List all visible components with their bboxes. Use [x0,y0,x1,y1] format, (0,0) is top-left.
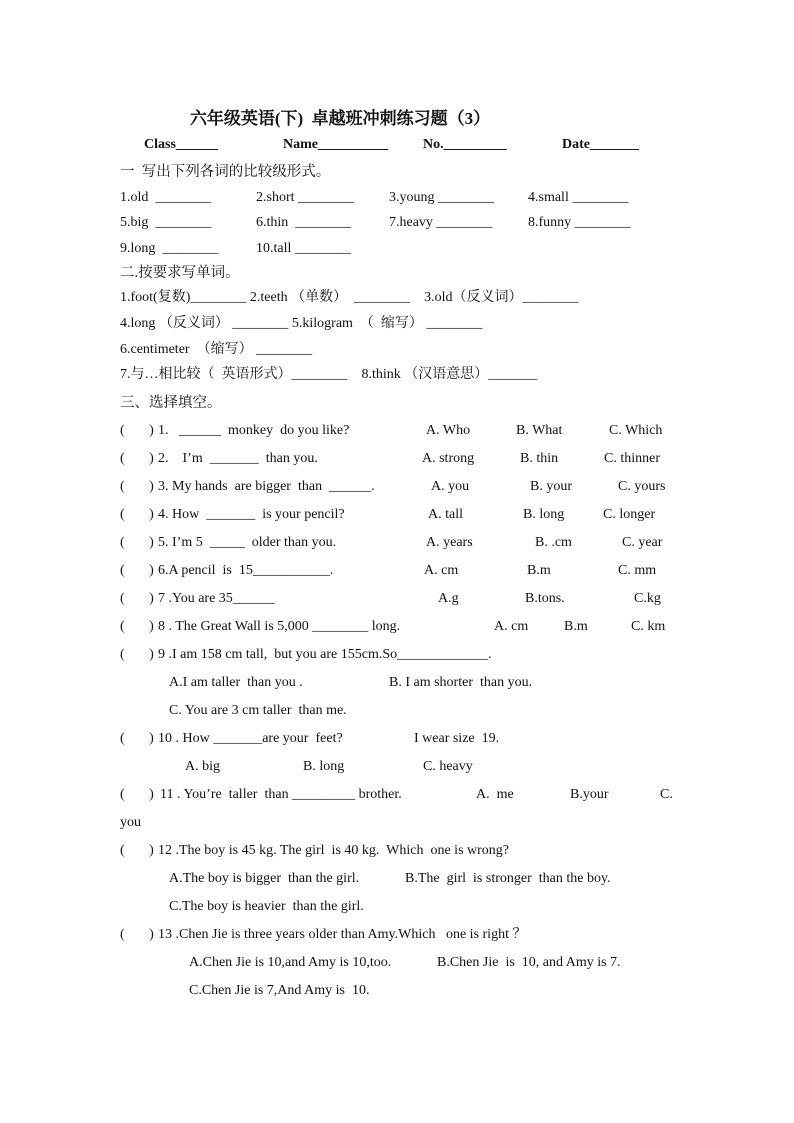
q7-stem: 7 .You are 35______ [158,591,275,606]
q1-option-b: B. What [516,423,563,438]
q9-option-a: A.I am taller than you . [169,675,303,690]
q9-stem: 9 .I am 158 cm tall, but you are 155cm.So_____________. [158,647,492,662]
q8-bracket: ( ) [120,619,154,634]
s2-line-3: 6.centimeter （缩写） ________ [120,342,313,357]
q5-option-a: A. years [426,535,473,550]
q7-option-c: C.kg [634,591,661,606]
section1-heading: 一 写出下列各词的比较级形式。 [120,164,331,180]
name-field: Name__________ [283,137,388,152]
q9-option-c: C. You are 3 cm taller than me. [169,703,347,718]
q5-stem: 5. I’m 5 _____ older than you. [158,535,337,550]
q13-option-a: A.Chen Jie is 10,and Amy is 10,too. [189,955,392,970]
q12-option-a: A.The boy is bigger than the girl. [169,871,360,886]
q2-option-b: B. thin [520,451,559,466]
s1-item-5: 5.big ________ [120,215,212,230]
q8-option-c: C. km [631,619,666,634]
q3-option-a: A. you [431,479,470,494]
q9-bracket: ( ) [120,647,154,662]
s2-line-2: 4.long （反义词） ________ 5.kilogram （ 缩写） ________ [120,316,483,331]
q1-option-a: A. Who [426,423,471,438]
q4-bracket: ( ) [120,507,154,522]
q12-option-b: B.The girl is stronger than the boy. [405,871,611,886]
q7-bracket: ( ) [120,591,154,606]
q5-option-c: C. year [622,535,663,550]
s1-item-4: 4.small ________ [528,190,629,205]
q13-option-c: C.Chen Jie is 7,And Amy is 10. [189,983,370,998]
section2-heading: 二.按要求写单词。 [120,265,240,281]
q12-option-c: C.The boy is heavier than the girl. [169,899,364,914]
q11-stem: 11 . You’re taller than _________ brother. [160,787,402,802]
q3-stem: 3. My hands are bigger than ______. [158,479,375,494]
date-field: Date_______ [562,137,639,152]
q9-option-b: B. I am shorter than you. [389,675,533,690]
q13-option-b: B.Chen Jie is 10, and Amy is 7. [437,955,621,970]
q6-option-c: C. mm [618,563,657,578]
q11-option-c-text: you [120,815,141,830]
q4-option-b: B. long [523,507,565,522]
q11-option-b: B.your [570,787,609,802]
q1-stem: 1. ______ monkey do you like? [158,423,350,438]
s1-item-8: 8.funny ________ [528,215,631,230]
q10-option-a: A. big [185,759,220,774]
class-field: Class______ [144,137,218,152]
q5-bracket: ( ) [120,535,154,550]
q8-stem: 8 . The Great Wall is 5,000 ________ long. [158,619,401,634]
q10-stem: 10 . How _______are your feet? [158,731,343,746]
s1-item-9: 9.long ________ [120,241,219,256]
q6-stem: 6.A pencil is 15___________. [158,563,334,578]
q10-reply: I wear size 19. [414,731,500,746]
q11-option-a: A. me [476,787,514,802]
q6-option-b: B.m [527,563,551,578]
s2-line-4: 7.与…相比较（ 英语形式）________ 8.think （汉语意思）_______ [120,367,538,382]
q4-option-c: C. longer [603,507,656,522]
q3-bracket: ( ) [120,479,154,494]
s2-line-1: 1.foot(复数)________ 2.teeth （单数） ________ 3.old（反义词）________ [120,290,579,305]
s1-item-10: 10.tall ________ [256,241,351,256]
q10-bracket: ( ) [120,731,154,746]
q5-option-b: B. .cm [535,535,572,550]
q3-option-b: B. your [530,479,572,494]
q2-option-c: C. thinner [604,451,660,466]
q1-option-c: C. Which [609,423,663,438]
q12-bracket: ( ) [120,843,154,858]
q11-option-c-label: C. [660,787,673,802]
number-field: No._________ [423,137,507,152]
q2-bracket: ( ) [120,451,154,466]
q2-stem: 2. I’m _______ than you. [158,451,318,466]
s1-item-2: 2.short ________ [256,190,354,205]
q8-option-a: A. cm [494,619,529,634]
s1-item-3: 3.young ________ [389,190,494,205]
q4-stem: 4. How _______ is your pencil? [158,507,345,522]
q13-bracket: ( ) [120,927,154,942]
q4-option-a: A. tall [428,507,463,522]
q10-option-c: C. heavy [423,759,473,774]
q8-option-b: B.m [564,619,588,634]
q1-bracket: ( ) [120,423,154,438]
section3-heading: 三、选择填空。 [120,395,222,411]
page-title: 六年级英语(下) 卓越班冲刺练习题（3） [189,109,491,128]
q12-stem: 12 .The boy is 45 kg. The girl is 40 kg. Which one is wrong? [158,843,509,858]
q6-bracket: ( ) [120,563,154,578]
s1-item-1: 1.old ________ [120,190,212,205]
q6-option-a: A. cm [424,563,459,578]
q11-bracket: ( ) [120,787,154,802]
s1-item-6: 6.thin ________ [256,215,352,230]
q2-option-a: A. strong [422,451,475,466]
q7-option-b: B.tons. [525,591,565,606]
q7-option-a: A.g [438,591,459,606]
q10-option-b: B. long [303,759,345,774]
s1-item-7: 7.heavy ________ [389,215,493,230]
q3-option-c: C. yours [618,479,666,494]
q13-stem: 13 .Chen Jie is three years older than Amy.Which one is right ？ [158,927,527,942]
